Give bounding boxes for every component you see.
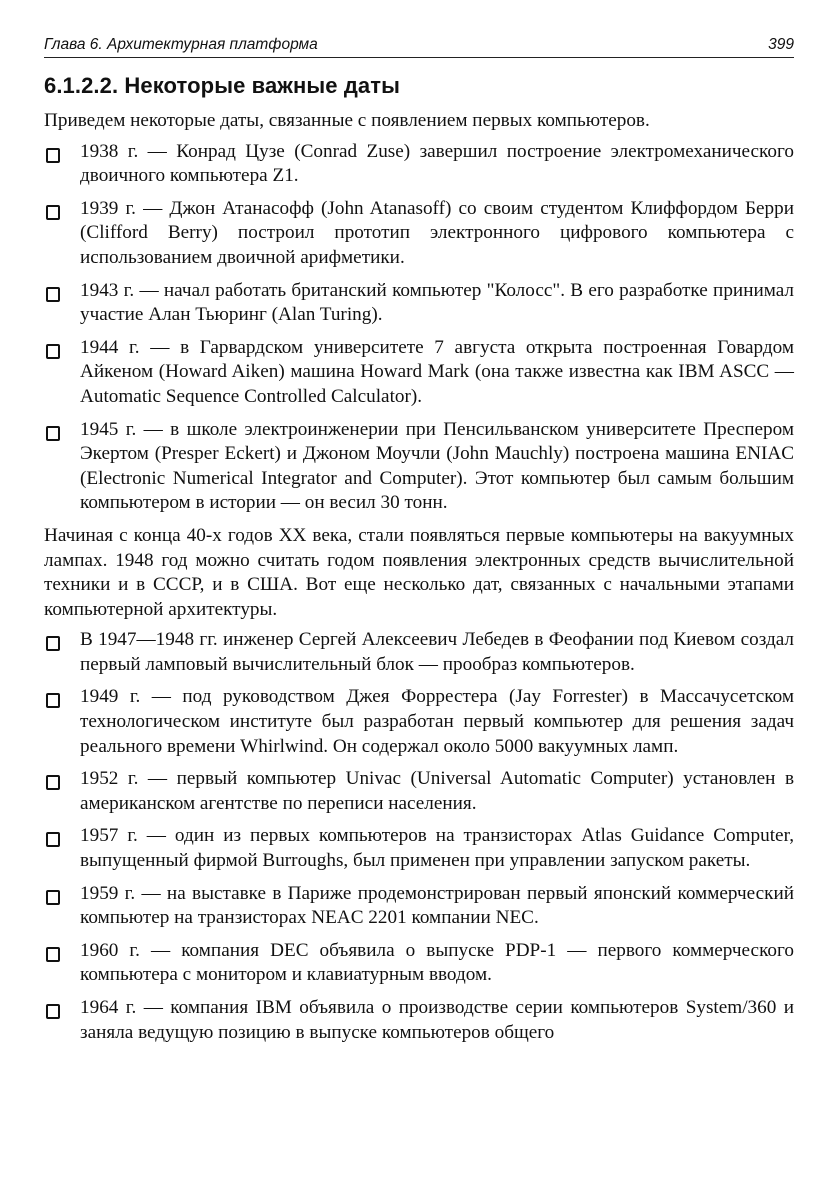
section-title: 6.1.2.2. Некоторые важные даты [44, 73, 400, 98]
list-item-text: 1938 г. — Конрад Цузе (Conrad Zuse) завершил построение электромеханического двоичного компьютера Z1. [80, 140, 794, 187]
list-item-text: 1959 г. — на выставке в Париже продемонстрирован первый японский коммерческий компьютер на транзисторах NEAC 2201 компании NEC. [80, 882, 794, 929]
square-bullet-icon [46, 1004, 60, 1019]
square-bullet-icon [46, 832, 60, 847]
chapter-title: Глава 6. Архитектурная платформа [44, 36, 318, 53]
list-item-text: 1945 г. — в школе электроинженерии при Пенсильванском университете Преспером Экертом (Presper Eckert) и Джоном Моучли (John Mauchly) построена машина ENIAC (Electronic Numerical Integrator and Computer). Этот компьютер был самым большим компьютером в истории — он весил 30 тонн. [80, 418, 794, 514]
list-item-text: В 1947—1948 гг. инженер Сергей Алексеевич Лебедев в Феофании под Киевом создал первый ламповый вычислительный блок — прообраз компьютеров. [80, 629, 794, 675]
list-item [44, 882, 794, 931]
list-item-text: 1939 г. — Джон Атанасофф (John Atanasoff) со своим студентом Клиффордом Берри (Clifford Berry) построил прототип электронного цифрового компьютера с использованием двоичной арифметики. [80, 197, 794, 268]
list-item [44, 996, 794, 1045]
list-item-text: 1960 г. — компания DEC объявила о выпуске PDP-1 — первого коммерческого компьютера с монитором и клавиатурным вводом. [80, 939, 794, 986]
list-item-text: 1964 г. — компания IBM объявила о производстве серии компьютеров System/360 и заняла ведущую позицию в выпуске компьютеров общего [80, 997, 794, 1043]
list-item-text: 1943 г. — начал работать британский компьютер "Колосс". В его разработке принимал участие Алан Тьюринг (Alan Turing). [80, 279, 794, 326]
page-number: 399 [768, 36, 794, 53]
later-dates-list [44, 628, 794, 1045]
list-item-text: 1957 г. — один из первых компьютеров на транзисторах Atlas Guidance Computer, выпущенный фирмой Burroughs, был применен при управлении запуском ракеты. [80, 825, 794, 872]
square-bullet-icon [46, 890, 60, 905]
intro-paragraph: Приведем некоторые даты, связанные с появлением первых компьютеров. [44, 110, 650, 131]
list-item [44, 939, 794, 988]
early-dates-list [44, 140, 794, 516]
square-bullet-icon [46, 344, 60, 359]
list-item-text: 1952 г. — первый компьютер Univac (Universal Automatic Computer) установлен в американском агентстве по переписи населения. [80, 768, 794, 814]
square-bullet-icon [46, 205, 60, 220]
list-item [44, 685, 794, 759]
square-bullet-icon [46, 426, 60, 441]
square-bullet-icon [46, 775, 60, 790]
middle-paragraph: Начиная с конца 40-х годов XX века, стали появляться первые компьютеры на вакуумных лампах. 1948 год можно считать годом появления электронных средств вычислительной техники и в СССР, и в США. Вот еще несколько дат, связанных с начальными этапами компьютерной архитектуры. [44, 524, 794, 620]
list-item [44, 628, 794, 677]
list-item [44, 279, 794, 328]
list-item-text: 1944 г. — в Гарвардском университете 7 августа открыта построенная Говардом Айкеном (Howard Aiken) машина Howard Mark (она также известна как IBM ASCC — Automatic Sequence Controlled Calculator). [80, 336, 794, 407]
list-item [44, 767, 794, 816]
square-bullet-icon [46, 148, 60, 163]
list-item [44, 418, 794, 516]
square-bullet-icon [46, 947, 60, 962]
list-item-text: 1949 г. — под руководством Джея Форрестера (Jay Forrester) в Массачусетском технологическом институте был разработан первый компьютер для решения задач реального времени Whirlwind. Он содержал около 5000 вакуумных ламп. [80, 686, 794, 757]
square-bullet-icon [46, 636, 60, 651]
list-item [44, 336, 794, 410]
list-item [44, 140, 794, 189]
list-item [44, 824, 794, 873]
book-page [44, 36, 794, 1053]
running-header [44, 36, 794, 58]
list-item [44, 197, 794, 271]
square-bullet-icon [46, 287, 60, 302]
square-bullet-icon [46, 693, 60, 708]
